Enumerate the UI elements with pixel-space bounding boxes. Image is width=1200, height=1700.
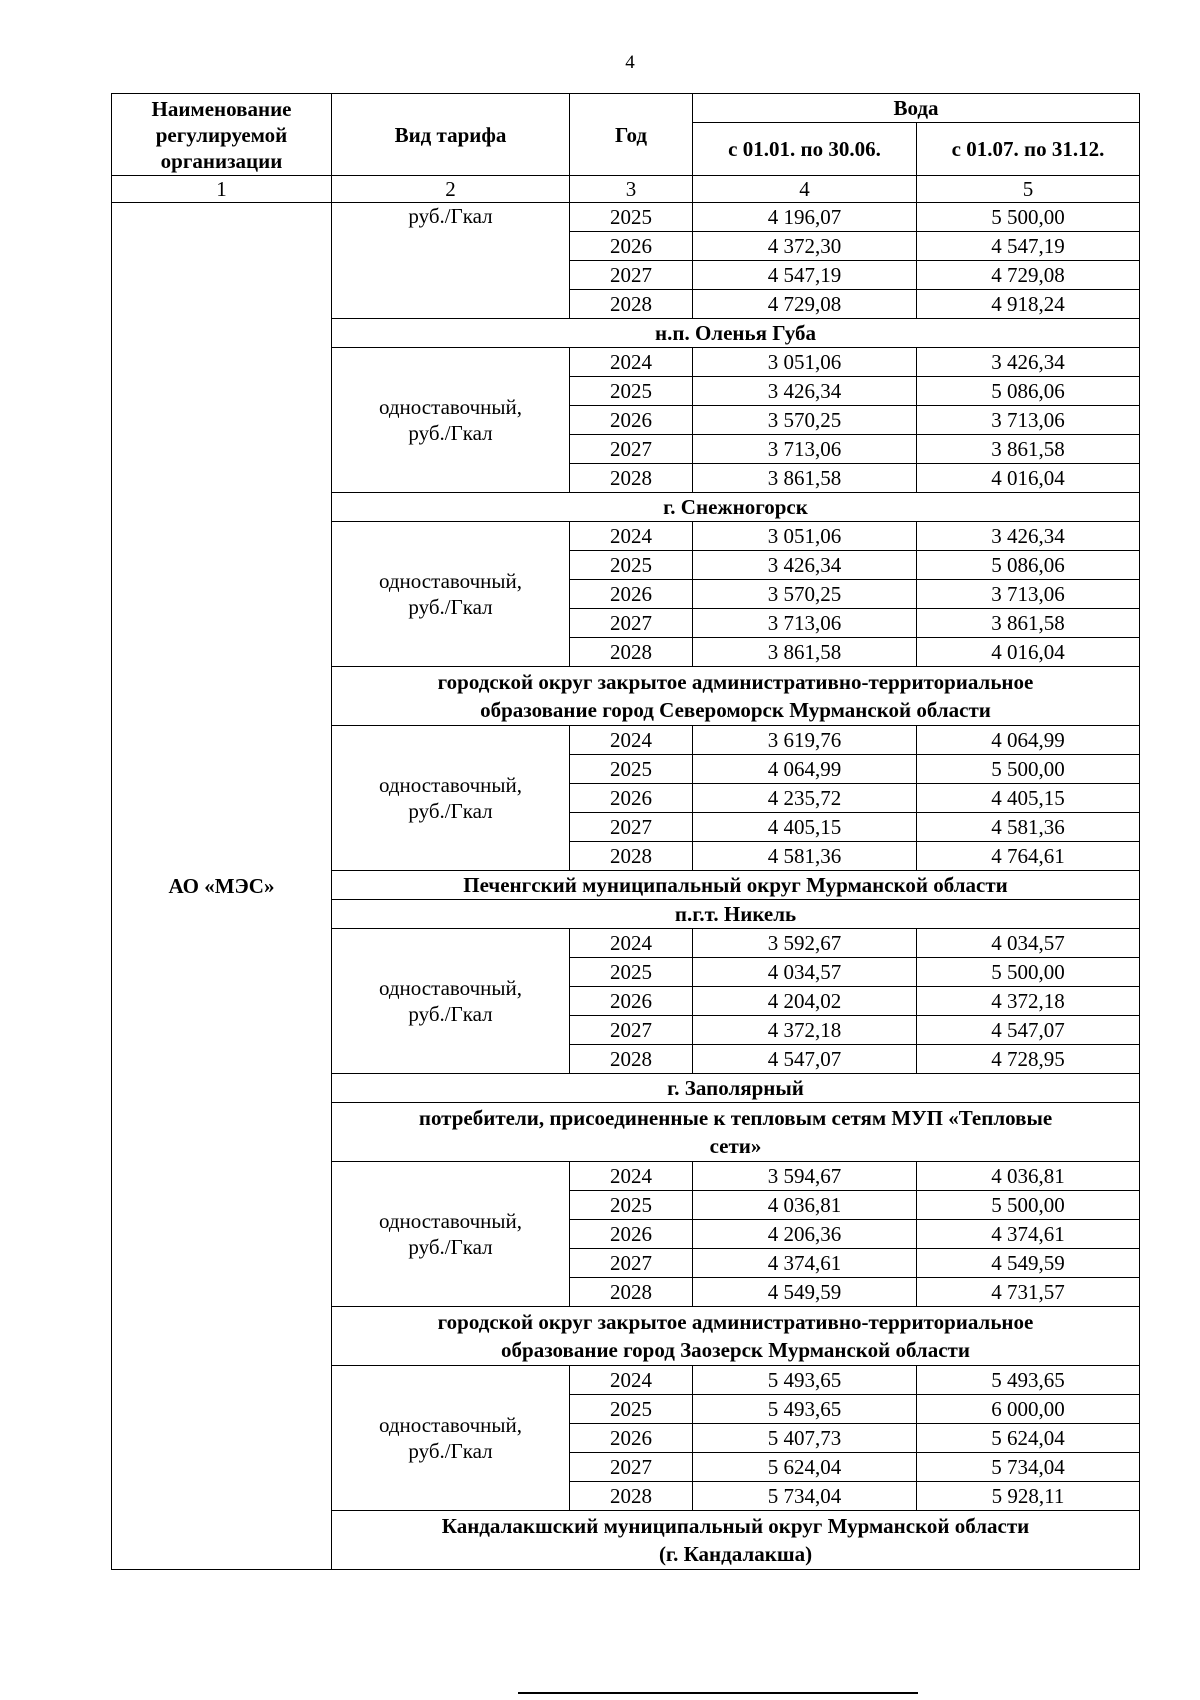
section-title [332, 1307, 1140, 1366]
tariff-first-half-cell: 3 713,06 [693, 435, 917, 464]
tariff-second-half-cell: 5 500,00 [917, 755, 1140, 784]
tariff-second-half-cell: 4 728,95 [917, 1045, 1140, 1074]
column-number: 1 [112, 176, 332, 203]
tariff-first-half-cell: 5 493,65 [693, 1395, 917, 1424]
tariff-type-unit: руб./Гкал [408, 799, 493, 823]
year-cell: 2026 [570, 987, 693, 1016]
section-title-line: потребители, присоединенные к тепловым сетям МУП «Тепловые [418, 1106, 1053, 1130]
tariff-second-half-cell: 4 581,36 [917, 813, 1140, 842]
tariff-second-half-cell: 3 713,06 [917, 580, 1140, 609]
year-cell: 2027 [570, 1453, 693, 1482]
tariff-first-half-cell: 4 064,99 [693, 755, 917, 784]
tariff-type-line: одноставочный, [378, 976, 523, 1000]
year-cell: 2024 [570, 1366, 693, 1395]
year-cell: 2028 [570, 1045, 693, 1074]
tariff-first-half-cell: 3 570,25 [693, 580, 917, 609]
tariff-first-half-cell: 3 051,06 [693, 522, 917, 551]
year-cell: 2027 [570, 609, 693, 638]
tariff-type-cell [332, 726, 570, 871]
year-cell: 2025 [570, 1191, 693, 1220]
year-cell: 2024 [570, 1162, 693, 1191]
year-cell: 2028 [570, 1482, 693, 1511]
column-number-row [112, 176, 1140, 203]
tariff-first-half-cell: 4 196,07 [693, 203, 917, 232]
year-cell: 2026 [570, 784, 693, 813]
year-cell: 2024 [570, 522, 693, 551]
header-year: Год [570, 94, 693, 176]
tariff-type-line: одноставочный, [378, 1413, 523, 1437]
tariff-second-half-cell: 5 493,65 [917, 1366, 1140, 1395]
tariff-first-half-cell: 4 206,36 [693, 1220, 917, 1249]
tariff-first-half-cell: 3 570,25 [693, 406, 917, 435]
year-cell: 2027 [570, 1249, 693, 1278]
tariff-type-unit: руб./Гкал [408, 1235, 493, 1259]
tariff-second-half-cell: 5 500,00 [917, 1191, 1140, 1220]
section-title: г. Снежногорск [332, 493, 1140, 522]
section-title: г. Заполярный [332, 1074, 1140, 1103]
tariff-second-half-cell: 4 729,08 [917, 261, 1140, 290]
year-cell: 2025 [570, 203, 693, 232]
section-title-line: Кандалакшский муниципальный округ Мурманской области [441, 1514, 1030, 1538]
column-number: 2 [332, 176, 570, 203]
tariff-type-unit: руб./Гкал [408, 1002, 493, 1026]
tariff-first-half-cell: 5 493,65 [693, 1366, 917, 1395]
tariff-first-half-cell: 5 407,73 [693, 1424, 917, 1453]
organization-name: АО «МЭС» [112, 203, 332, 1570]
tariff-first-half-cell: 4 372,18 [693, 1016, 917, 1045]
page-number: 4 [625, 52, 635, 73]
tariff-first-half-cell: 4 405,15 [693, 813, 917, 842]
tariff-second-half-cell: 6 000,00 [917, 1395, 1140, 1424]
table-row [112, 203, 1140, 232]
tariff-type-cell [332, 522, 570, 667]
tariff-first-half-cell: 3 861,58 [693, 464, 917, 493]
section-title [332, 1103, 1140, 1162]
section-title-line: (г. Кандалакша) [658, 1542, 813, 1566]
section-title [332, 667, 1140, 726]
tariff-first-half-cell: 4 547,19 [693, 261, 917, 290]
section-title-line: городской округ закрытое административно-территориальное [437, 670, 1034, 694]
tariff-second-half-cell: 5 500,00 [917, 958, 1140, 987]
year-cell: 2026 [570, 580, 693, 609]
year-cell: 2026 [570, 1424, 693, 1453]
tariff-type-cell [332, 1162, 570, 1307]
tariff-second-half-cell: 4 764,61 [917, 842, 1140, 871]
year-cell: 2026 [570, 406, 693, 435]
tariff-first-half-cell: 3 592,67 [693, 929, 917, 958]
year-cell: 2025 [570, 755, 693, 784]
column-number: 4 [693, 176, 917, 203]
header-period-second-half: с 01.07. по 31.12. [917, 123, 1140, 176]
tariff-second-half-cell: 4 064,99 [917, 726, 1140, 755]
tariff-second-half-cell: 4 405,15 [917, 784, 1140, 813]
tariff-second-half-cell: 4 918,24 [917, 290, 1140, 319]
tariff-first-half-cell: 4 374,61 [693, 1249, 917, 1278]
tariff-second-half-cell: 5 734,04 [917, 1453, 1140, 1482]
tariff-type-unit: руб./Гкал [408, 1439, 493, 1463]
tariff-second-half-cell: 5 928,11 [917, 1482, 1140, 1511]
tariff-second-half-cell: 5 086,06 [917, 377, 1140, 406]
year-cell: 2024 [570, 348, 693, 377]
tariff-first-half-cell: 4 372,30 [693, 232, 917, 261]
tariff-second-half-cell: 4 016,04 [917, 464, 1140, 493]
year-cell: 2027 [570, 435, 693, 464]
tariff-first-half-cell: 3 594,67 [693, 1162, 917, 1191]
tariff-first-half-cell: 5 624,04 [693, 1453, 917, 1482]
year-cell: 2025 [570, 958, 693, 987]
year-cell: 2025 [570, 1395, 693, 1424]
year-cell: 2025 [570, 377, 693, 406]
tariff-first-half-cell: 3 051,06 [693, 348, 917, 377]
tariff-first-half-cell: 4 036,81 [693, 1191, 917, 1220]
tariff-first-half-cell: 4 235,72 [693, 784, 917, 813]
tariff-type-cell [332, 203, 570, 319]
tariff-first-half-cell: 3 426,34 [693, 377, 917, 406]
tariff-second-half-cell: 4 374,61 [917, 1220, 1140, 1249]
tariff-type-unit: руб./Гкал [408, 421, 493, 445]
tariff-second-half-cell: 4 034,57 [917, 929, 1140, 958]
tariff-first-half-cell: 4 547,07 [693, 1045, 917, 1074]
section-title-line: городской округ закрытое административно-территориальное [437, 1310, 1034, 1334]
header-water-group: Вода [693, 94, 1140, 123]
year-cell: 2026 [570, 1220, 693, 1249]
tariff-second-half-cell: 3 861,58 [917, 435, 1140, 464]
tariff-second-half-cell: 3 426,34 [917, 348, 1140, 377]
tariff-second-half-cell: 3 426,34 [917, 522, 1140, 551]
column-number: 5 [917, 176, 1140, 203]
tariff-type-line: одноставочный, [378, 395, 523, 419]
tariff-second-half-cell: 4 016,04 [917, 638, 1140, 667]
tariff-type-unit: руб./Гкал [408, 595, 493, 619]
tariff-type-cell [332, 348, 570, 493]
year-cell: 2027 [570, 261, 693, 290]
tariff-first-half-cell: 4 581,36 [693, 842, 917, 871]
tariff-second-half-cell: 4 549,59 [917, 1249, 1140, 1278]
year-cell: 2026 [570, 232, 693, 261]
tariff-first-half-cell: 3 426,34 [693, 551, 917, 580]
year-cell: 2028 [570, 290, 693, 319]
header-period-first-half: с 01.01. по 30.06. [693, 123, 917, 176]
section-title: п.г.т. Никель [332, 900, 1140, 929]
tariff-type-label: руб./Гкал [408, 204, 493, 228]
tariff-second-half-cell: 3 861,58 [917, 609, 1140, 638]
year-cell: 2028 [570, 1278, 693, 1307]
tariff-second-half-cell: 5 624,04 [917, 1424, 1140, 1453]
tariff-table [111, 93, 1140, 1570]
tariff-first-half-cell: 4 729,08 [693, 290, 917, 319]
header-row [112, 94, 1140, 123]
section-title [332, 1511, 1140, 1570]
tariff-second-half-cell: 4 036,81 [917, 1162, 1140, 1191]
tariff-first-half-cell: 5 734,04 [693, 1482, 917, 1511]
header-tariff-type: Вид тарифа [332, 94, 570, 176]
tariff-second-half-cell: 5 086,06 [917, 551, 1140, 580]
tariff-type-cell [332, 929, 570, 1074]
tariff-second-half-cell: 4 372,18 [917, 987, 1140, 1016]
year-cell: 2027 [570, 1016, 693, 1045]
tariff-type-cell [332, 1366, 570, 1511]
year-cell: 2028 [570, 464, 693, 493]
tariff-second-half-cell: 3 713,06 [917, 406, 1140, 435]
column-number: 3 [570, 176, 693, 203]
tariff-type-line: одноставочный, [378, 569, 523, 593]
tariff-first-half-cell: 4 549,59 [693, 1278, 917, 1307]
tariff-first-half-cell: 4 204,02 [693, 987, 917, 1016]
tariff-first-half-cell: 3 713,06 [693, 609, 917, 638]
tariff-second-half-cell: 4 731,57 [917, 1278, 1140, 1307]
tariff-type-line: одноставочный, [378, 1209, 523, 1233]
year-cell: 2028 [570, 638, 693, 667]
tariff-second-half-cell: 5 500,00 [917, 203, 1140, 232]
header-organization: Наименование регулируемой организации [112, 94, 332, 176]
section-title-line: образование город Североморск Мурманской области [480, 698, 991, 722]
year-cell: 2025 [570, 551, 693, 580]
year-cell: 2027 [570, 813, 693, 842]
tariff-first-half-cell: 4 034,57 [693, 958, 917, 987]
tariff-second-half-cell: 4 547,07 [917, 1016, 1140, 1045]
year-cell: 2024 [570, 726, 693, 755]
section-title: н.п. Оленья Губа [332, 319, 1140, 348]
footer-rule [518, 1692, 918, 1694]
section-title: Печенгский муниципальный округ Мурманской области [332, 871, 1140, 900]
section-title-line: сети» [709, 1134, 762, 1158]
year-cell: 2028 [570, 842, 693, 871]
tariff-second-half-cell: 4 547,19 [917, 232, 1140, 261]
tariff-type-line: одноставочный, [378, 773, 523, 797]
tariff-first-half-cell: 3 619,76 [693, 726, 917, 755]
section-title-line: образование город Заозерск Мурманской области [501, 1338, 970, 1362]
year-cell: 2024 [570, 929, 693, 958]
tariff-first-half-cell: 3 861,58 [693, 638, 917, 667]
